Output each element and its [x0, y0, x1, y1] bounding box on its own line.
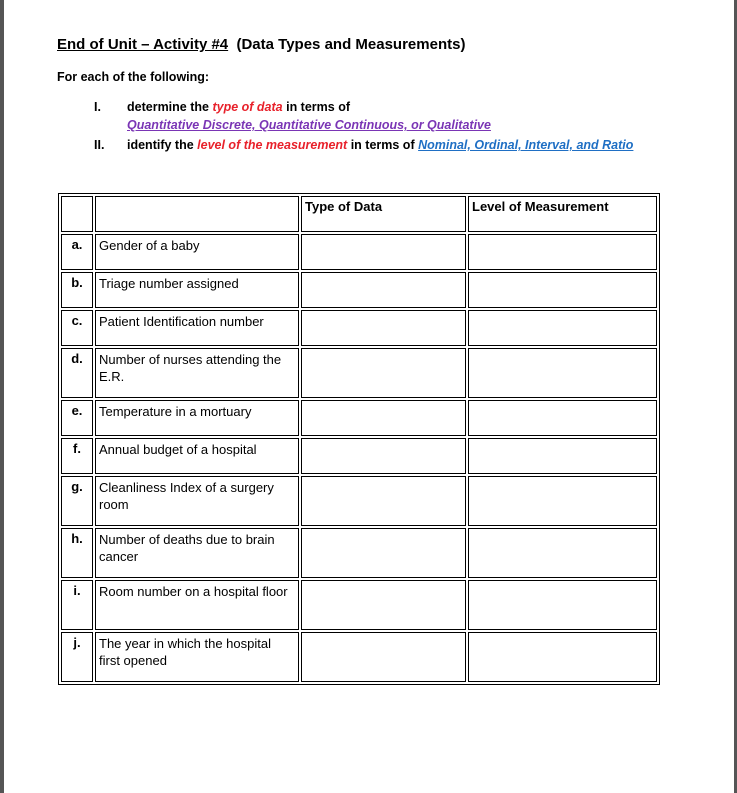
level-answer-cell[interactable] — [468, 528, 657, 578]
level-answer-cell[interactable] — [468, 234, 657, 270]
header-type-of-data: Type of Data — [301, 196, 466, 232]
item-prefix: identify the — [127, 138, 194, 152]
answer-table — [58, 193, 660, 685]
header-level-of-measurement: Level of Measurement — [468, 196, 657, 232]
row-description: Number of deaths due to brain cancer — [95, 528, 299, 578]
row-letter: c. — [61, 310, 93, 346]
type-of-data-answer-cell[interactable] — [301, 580, 466, 630]
table-row — [61, 528, 657, 578]
type-of-data-answer-cell[interactable] — [301, 476, 466, 526]
table-row — [61, 476, 657, 526]
level-answer-cell[interactable] — [468, 348, 657, 398]
row-description: Annual budget of a hospital — [95, 438, 299, 474]
document-page — [4, 0, 734, 793]
row-letter: g. — [61, 476, 93, 526]
level-answer-cell[interactable] — [468, 310, 657, 346]
row-letter: a. — [61, 234, 93, 270]
header-description-cell — [95, 196, 299, 232]
table-row — [61, 234, 657, 270]
level-answer-cell[interactable] — [468, 400, 657, 436]
type-of-data-answer-cell[interactable] — [301, 272, 466, 308]
table-row — [61, 580, 657, 630]
row-description: Patient Identification number — [95, 310, 299, 346]
table-row — [61, 310, 657, 346]
measurement-levels-link[interactable]: Nominal, Ordinal, Interval, and Ratio — [418, 138, 634, 152]
row-description: Gender of a baby — [95, 234, 299, 270]
item-highlight: level of the measurement — [197, 138, 348, 152]
row-letter: f. — [61, 438, 93, 474]
level-answer-cell[interactable] — [468, 272, 657, 308]
instruction-text: For each of the following: — [57, 70, 210, 84]
row-description: Cleanliness Index of a surgery room — [95, 476, 299, 526]
item-number: II. — [94, 138, 105, 152]
type-of-data-answer-cell[interactable] — [301, 528, 466, 578]
row-letter: h. — [61, 528, 93, 578]
table-row — [61, 438, 657, 474]
level-answer-cell[interactable] — [468, 438, 657, 474]
table-row — [61, 632, 657, 682]
item-prefix: determine the — [127, 100, 209, 114]
title-main: End of Unit – Activity #4 — [57, 36, 229, 53]
type-of-data-answer-cell[interactable] — [301, 234, 466, 270]
item-highlight: type of data — [212, 100, 283, 114]
row-letter: b. — [61, 272, 93, 308]
table-row — [61, 400, 657, 436]
item-number: I. — [94, 100, 101, 114]
type-of-data-answer-cell[interactable] — [301, 438, 466, 474]
type-of-data-answer-cell[interactable] — [301, 632, 466, 682]
item-middle: in terms of — [286, 100, 350, 114]
row-description: The year in which the hospital first opened — [95, 632, 299, 682]
row-description: Temperature in a mortuary — [95, 400, 299, 436]
table-row — [61, 272, 657, 308]
level-answer-cell[interactable] — [468, 580, 657, 630]
type-of-data-answer-cell[interactable] — [301, 400, 466, 436]
item-middle: in terms of — [350, 138, 415, 152]
row-letter: e. — [61, 400, 93, 436]
type-of-data-answer-cell[interactable] — [301, 348, 466, 398]
table-row — [61, 348, 657, 398]
title-sub: (Data Types and Measurements) — [236, 36, 466, 53]
data-type-options-link[interactable]: Quantitative Discrete, Quantitative Continuous, or Qualitative — [127, 118, 491, 132]
type-of-data-answer-cell[interactable] — [301, 310, 466, 346]
level-answer-cell[interactable] — [468, 476, 657, 526]
row-letter: i. — [61, 580, 93, 630]
row-letter: j. — [61, 632, 93, 682]
page-title — [57, 36, 465, 53]
level-answer-cell[interactable] — [468, 632, 657, 682]
row-description: Triage number assigned — [95, 272, 299, 308]
row-letter: d. — [61, 348, 93, 398]
header-letter-cell — [61, 196, 93, 232]
row-description: Room number on a hospital floor — [95, 580, 299, 630]
table-header-row — [61, 196, 657, 232]
row-description: Number of nurses attending the E.R. — [95, 348, 299, 398]
